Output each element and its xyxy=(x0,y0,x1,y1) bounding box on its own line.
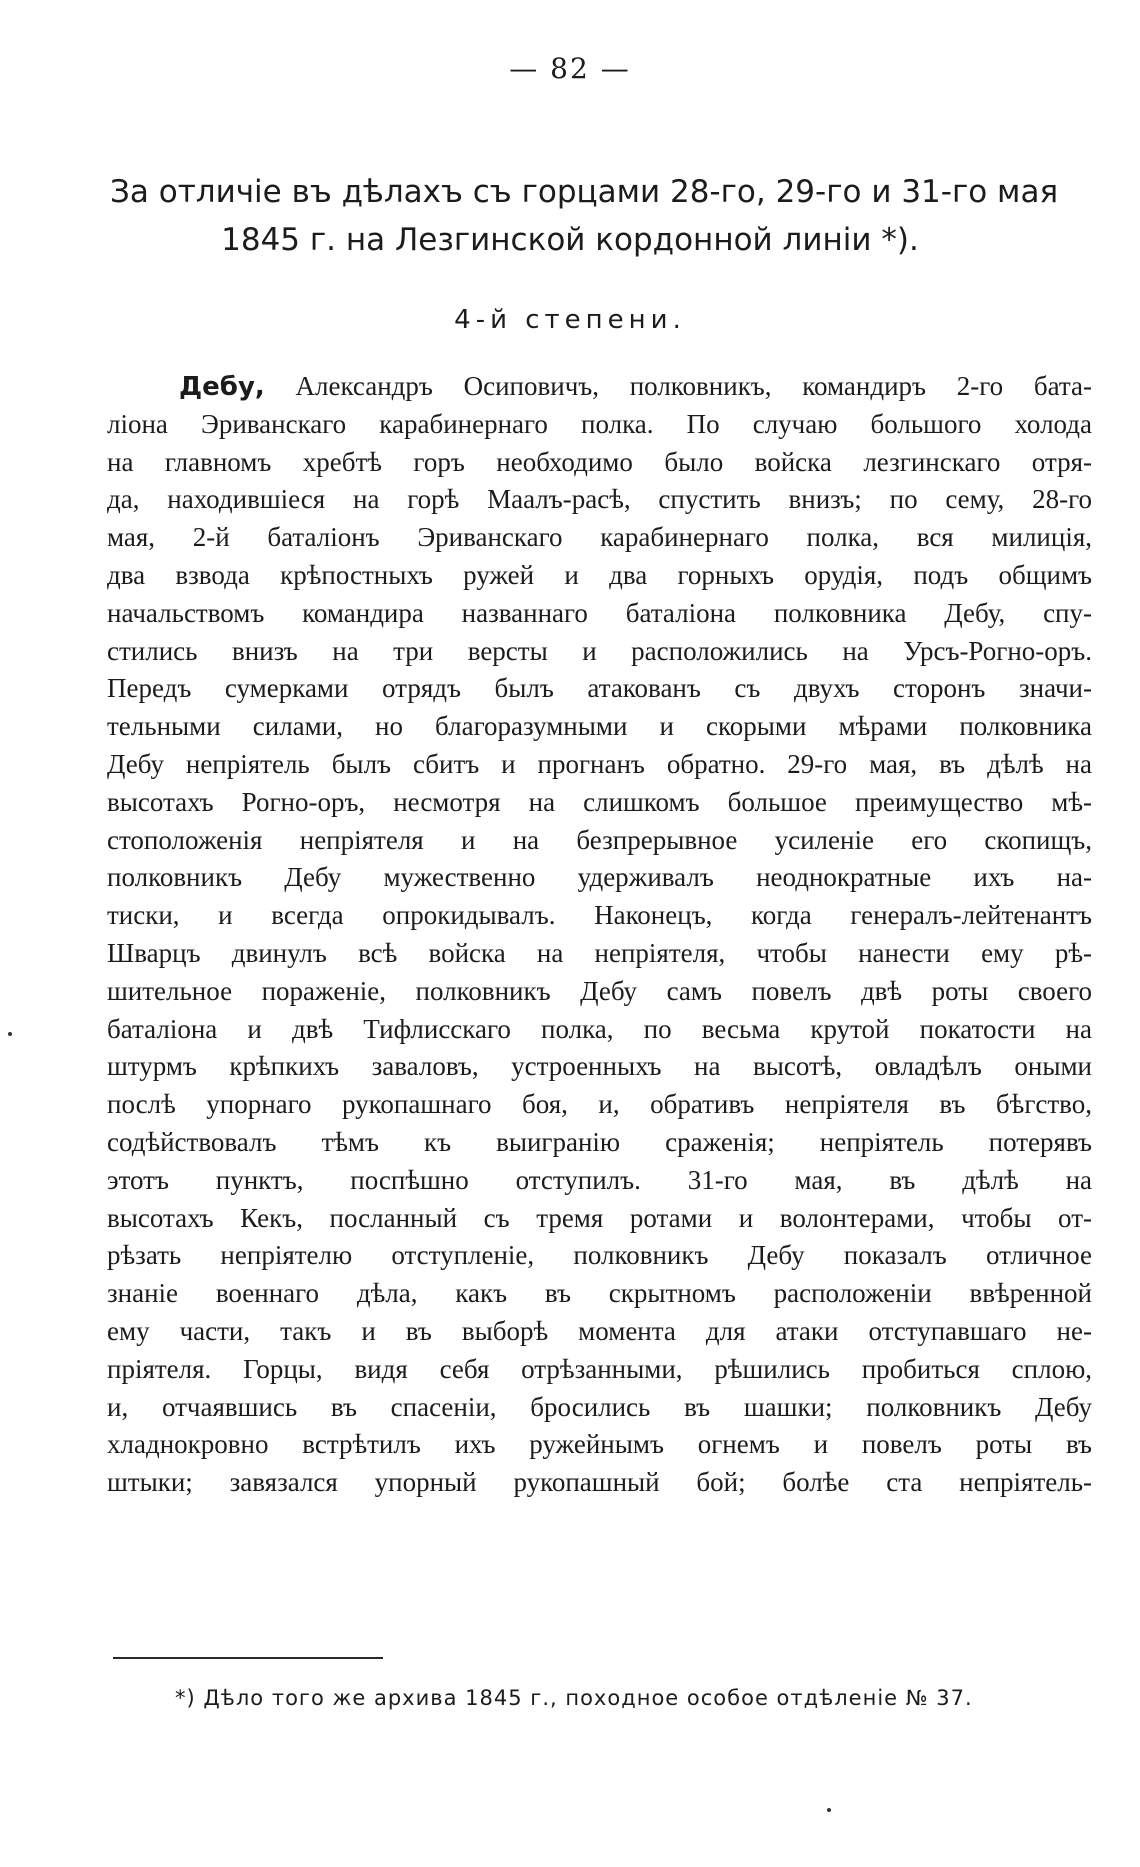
text-line: да, находившіеся на горѣ Маалъ-расѣ, спустить внизъ; по сему, 28-го xyxy=(107,484,1092,515)
text-line: штурмъ крѣпкихъ заваловъ, устроенныхъ на высотѣ, овладѣлъ оными xyxy=(107,1051,1092,1082)
person-name: Дебу, xyxy=(179,372,265,402)
text-line: хладнокровно встрѣтилъ ихъ ружейнымъ огнемъ и повелъ роты въ xyxy=(107,1429,1092,1460)
text-line: пріятеля. Горцы, видя себя отрѣзанными, рѣшились пробиться сплою, xyxy=(107,1353,1092,1384)
text-line xyxy=(107,368,1092,406)
text-line: рѣзать непріятелю отступленіе, полковникъ Дебу показалъ отличное xyxy=(107,1240,1092,1271)
heading-line-1: За отличіе въ дѣлахъ съ горцами 28-го, 29-го и 31-го мая xyxy=(110,174,1059,210)
text-line: стились внизъ на три версты и расположились на Урсъ-Рогно-оръ. xyxy=(107,635,1092,666)
text-line: послѣ упорнаго рукопашнаго боя, и, обративъ непріятеля въ бѣгство, xyxy=(107,1089,1092,1120)
footnote: *) Дѣло того же архива 1845 г., походное особое отдѣленіе № 37. xyxy=(175,1686,973,1710)
degree-subheading: 4-й степени. xyxy=(454,305,686,335)
first-line-rest: Александръ Осиповичъ, полковникъ, командиръ 2-го бата- xyxy=(264,371,1092,401)
text-line: на главномъ хребтѣ горъ необходимо было войска лезгинскаго отря- xyxy=(107,446,1092,477)
text-line: тиски, и всегда опрокидывалъ. Наконецъ, когда генералъ-лейтенантъ xyxy=(107,900,1092,931)
text-line: содѣйствовалъ тѣмъ къ выигранію сраженія; непріятель потерявъ xyxy=(107,1126,1092,1157)
text-line: ліона Эриванскаго карабинернаго полка. По случаю большого холода xyxy=(107,408,1092,439)
text-line: полковникъ Дебу мужественно удерживалъ неоднократные ихъ на- xyxy=(107,862,1092,893)
text-line: высотахъ Рогно-оръ, несмотря на слишкомъ большое преимущество мѣ- xyxy=(107,786,1092,817)
text-line: знаніе военнаго дѣла, какъ въ скрытномъ расположеніи ввѣренной xyxy=(107,1278,1092,1309)
page-number: — 82 — xyxy=(509,52,631,85)
text-line: этотъ пунктъ, поспѣшно отступилъ. 31-го мая, въ дѣлѣ на xyxy=(107,1164,1092,1195)
text-line: баталіона и двѣ Тифлисскаго полка, по весьма крутой покатости на xyxy=(107,1013,1092,1044)
text-line: два взвода крѣпостныхъ ружей и два горныхъ орудія, подъ общимъ xyxy=(107,559,1092,590)
text-line: штыки; завязался упорный рукопашный бой; болѣе ста непріятель- xyxy=(107,1467,1092,1498)
text-line: ему части, такъ и въ выборѣ момента для атаки отступавшаго не- xyxy=(107,1315,1092,1346)
text-line: мая, 2-й баталіонъ Эриванскаго карабинернаго полка, вся милиція, xyxy=(107,522,1092,553)
section-heading xyxy=(110,168,1059,264)
text-line: и, отчаявшись въ спасеніи, бросились въ шашки; полковникъ Дебу xyxy=(107,1391,1092,1422)
footnote-divider xyxy=(113,1657,383,1659)
text-line: Дебу непріятель былъ сбитъ и прогнанъ обратно. 29-го мая, въ дѣлѣ на xyxy=(107,748,1092,779)
text-line: шительное пораженіе, полковникъ Дебу самъ повелъ двѣ роты своего xyxy=(107,975,1092,1006)
print-speck xyxy=(8,1032,12,1036)
heading-line-2: 1845 г. на Лезгинской кордонной линіи *). xyxy=(221,222,919,258)
text-line: Шварцъ двинулъ всѣ войска на непріятеля, чтобы нанести ему рѣ- xyxy=(107,937,1092,968)
text-line: стоположенія непріятеля и на безпрерывное усиленіе его скопищъ, xyxy=(107,824,1092,855)
print-speck xyxy=(827,1808,831,1812)
text-line: Передъ сумерками отрядъ былъ атакованъ съ двухъ сторонъ значи- xyxy=(107,673,1092,704)
text-line: начальствомъ командира названнаго баталіона полковника Дебу, спу- xyxy=(107,597,1092,628)
body-paragraph xyxy=(107,368,1092,1502)
text-line: тельными силами, но благоразумными и скорыми мѣрами полковника xyxy=(107,711,1092,742)
text-line: высотахъ Кекъ, посланный съ тремя ротами и волонтерами, чтобы от- xyxy=(107,1202,1092,1233)
